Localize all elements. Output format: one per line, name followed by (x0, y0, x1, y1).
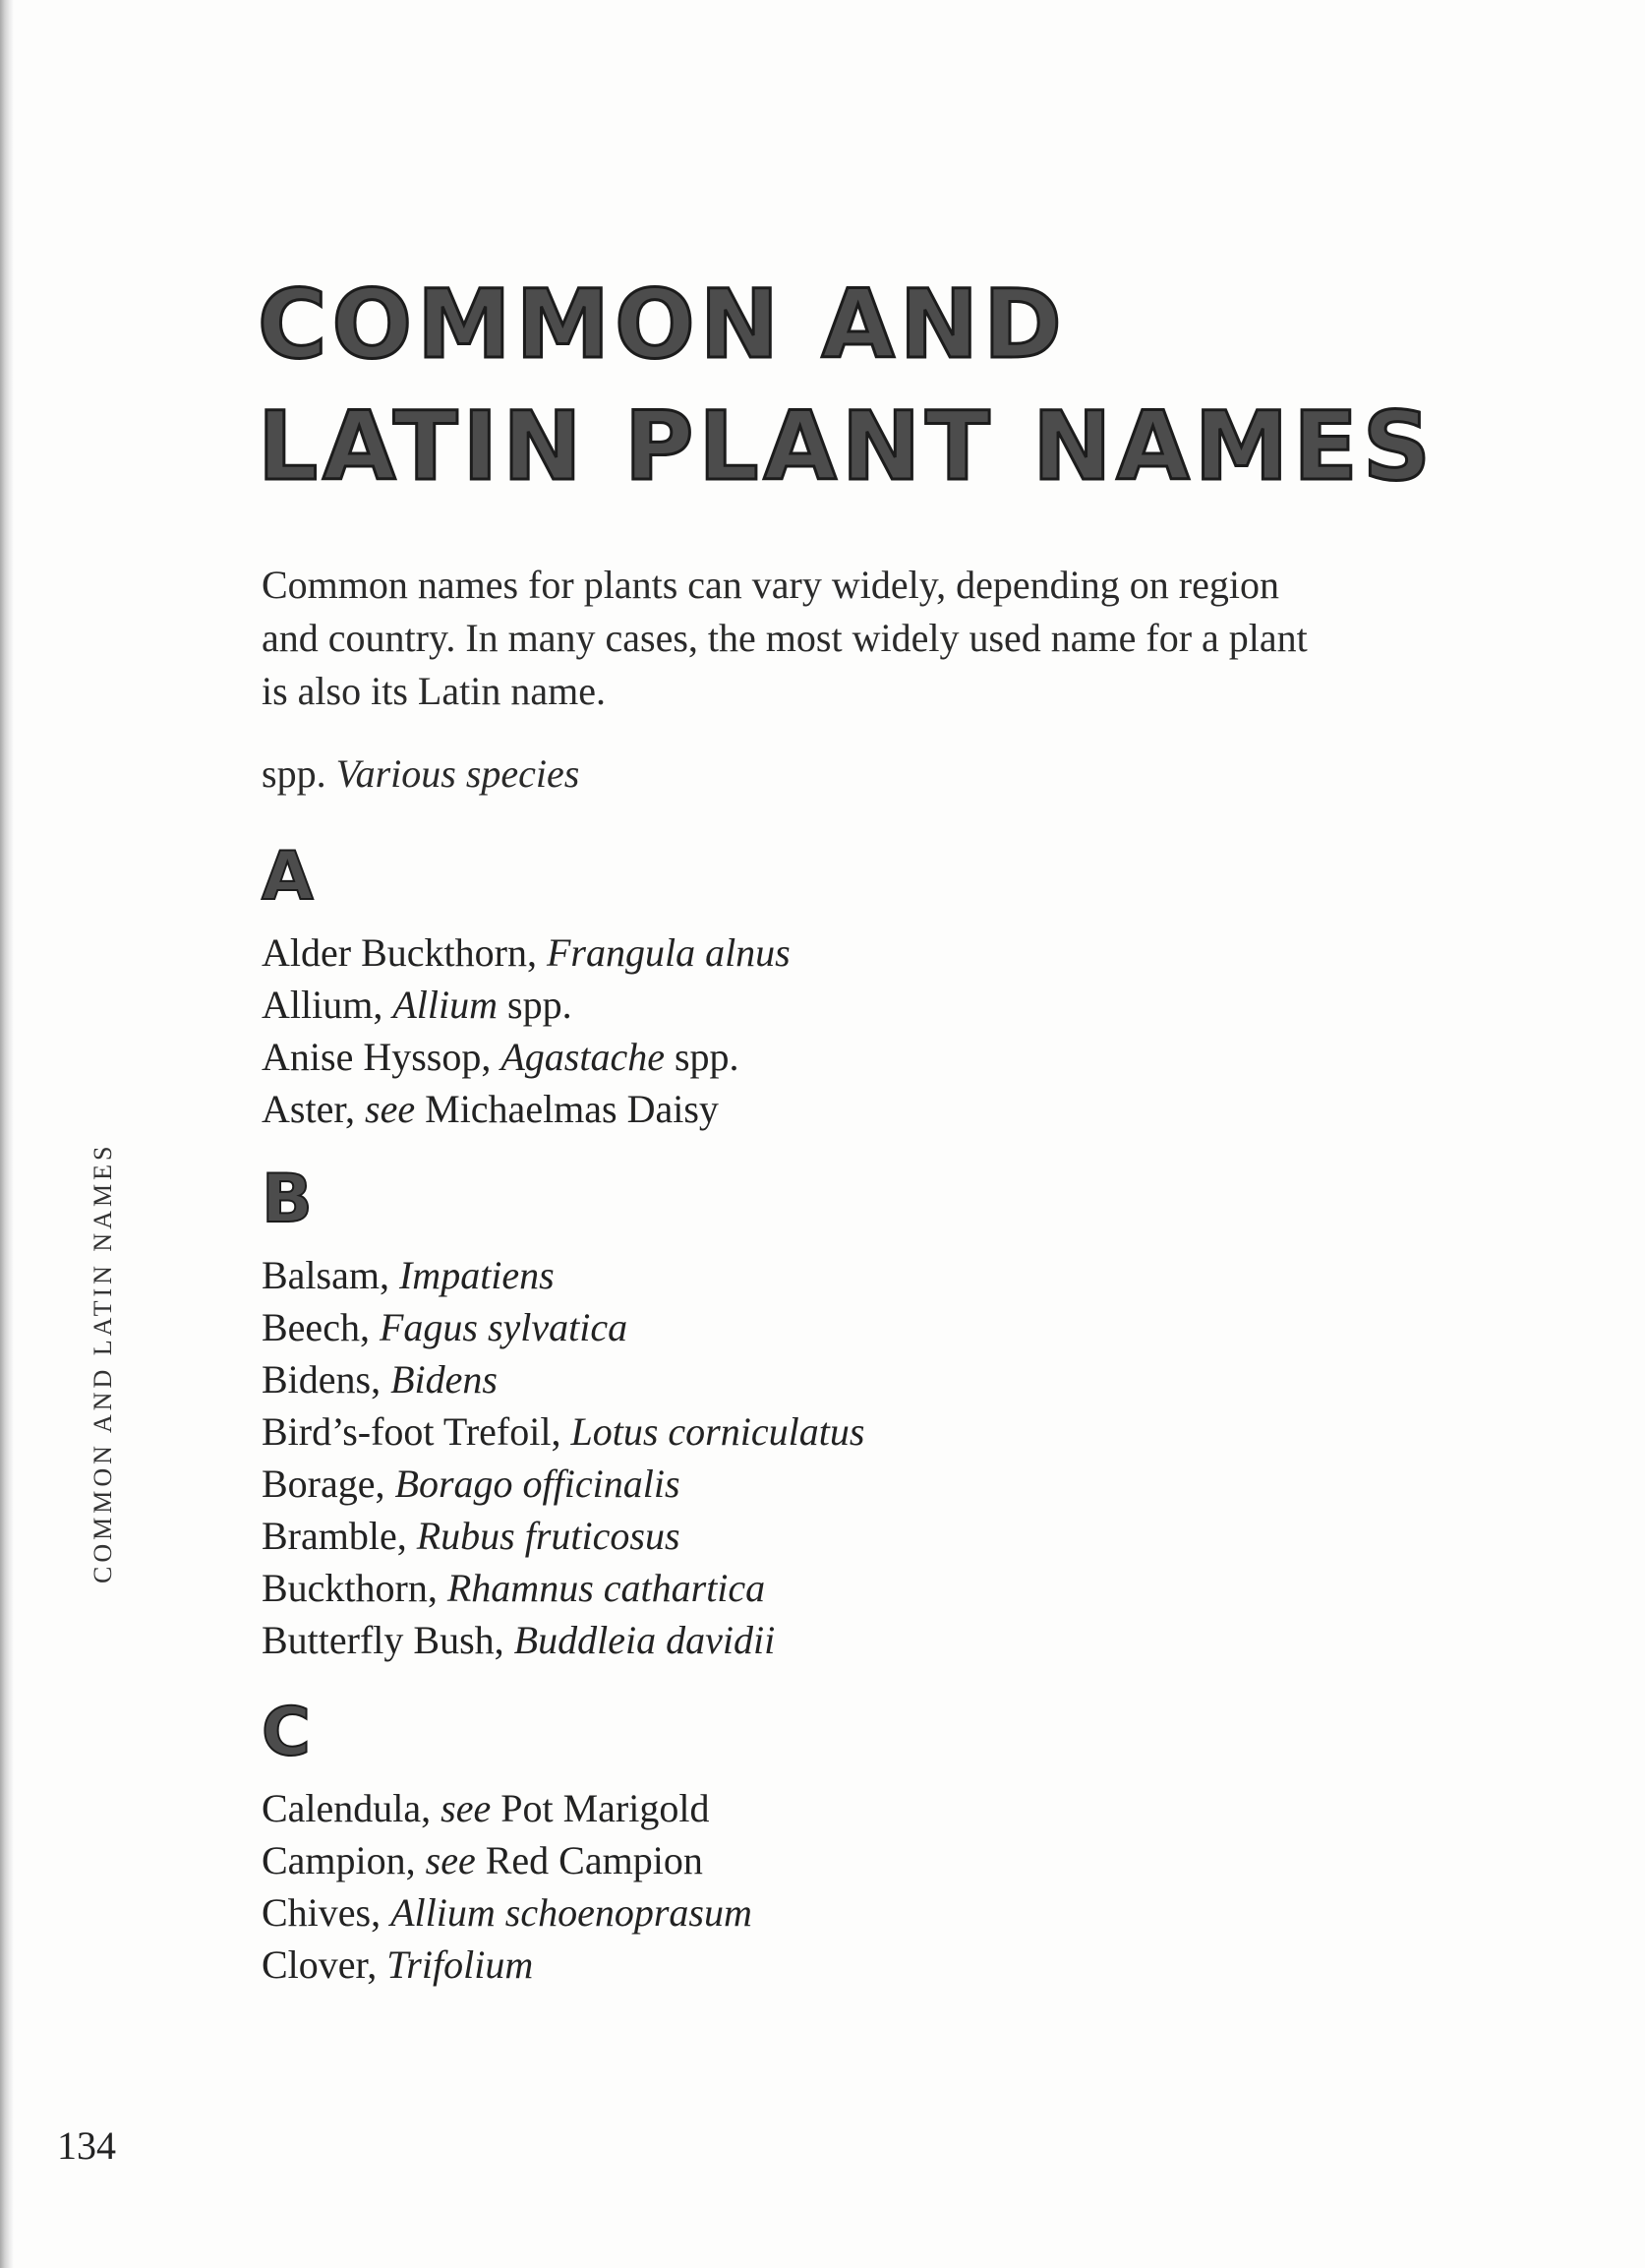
entry-separator: , (375, 1462, 395, 1506)
entry-list (262, 1249, 864, 1666)
entry-separator: , (551, 1409, 571, 1454)
section-letter: A (262, 838, 314, 916)
list-item (262, 1614, 864, 1666)
common-name: Clover (262, 1942, 368, 1987)
latin-name: Lotus corniculatus (570, 1409, 865, 1454)
common-name: Bidens (262, 1357, 372, 1402)
common-name: Aster (262, 1087, 346, 1131)
list-item (262, 1458, 864, 1510)
entry-separator: , (373, 983, 393, 1027)
page-title-line-2: LATIN PLANT NAMES (258, 391, 1436, 502)
common-name: Calendula (262, 1786, 422, 1830)
cross-reference: Pot Marigold (500, 1786, 710, 1830)
section-letter: B (262, 1161, 313, 1238)
species-suffix: spp. (664, 1035, 739, 1079)
intro-paragraph: Common names for plants can vary widely, depending on region and country. In many cases, the most widely used name for a plant is also its Latin name. (262, 563, 1308, 713)
list-item (262, 926, 791, 979)
section-a (262, 838, 791, 1135)
page-number: 134 (57, 2123, 116, 2168)
list-item (262, 1301, 864, 1353)
list-item (262, 1249, 864, 1301)
page-title (258, 264, 1436, 507)
entry-separator: , (371, 1890, 391, 1935)
entry-separator: , (421, 1786, 441, 1830)
common-name: Bird’s-foot Trefoil (262, 1409, 552, 1454)
latin-name: Bidens (390, 1357, 498, 1402)
cross-reference: Red Campion (485, 1838, 703, 1882)
list-item (262, 1353, 864, 1405)
latin-name: Buddleia davidii (513, 1618, 776, 1662)
entry-separator: , (526, 930, 547, 975)
latin-name: Allium schoenoprasum (390, 1890, 752, 1935)
section-c (262, 1694, 752, 1991)
entry-separator: , (379, 1253, 399, 1297)
list-item (262, 1886, 752, 1939)
see-reference-word: see (441, 1786, 492, 1830)
common-name: Balsam (262, 1253, 380, 1297)
common-name: Butterfly Bush (262, 1618, 495, 1662)
running-head-text: COMMON AND LATIN NAMES (88, 1142, 117, 1583)
latin-name: Rhamnus cathartica (446, 1566, 766, 1610)
page-spine-edge (0, 0, 14, 2268)
entry-separator: , (427, 1566, 447, 1610)
entry-separator: , (371, 1357, 391, 1402)
common-name: Borage (262, 1462, 376, 1506)
latin-name: Rubus fruticosus (416, 1514, 680, 1558)
list-item (262, 1510, 864, 1562)
see-reference-word: see (425, 1838, 476, 1882)
latin-name: Impatiens (398, 1253, 555, 1297)
list-item (262, 979, 791, 1031)
entry-separator: , (481, 1035, 501, 1079)
list-item (262, 1834, 752, 1886)
common-name: Buckthorn (262, 1566, 428, 1610)
latin-name: Frangula alnus (546, 930, 791, 975)
section-letter: C (262, 1694, 311, 1771)
common-name: Allium (262, 983, 374, 1027)
abbreviation-term: spp. (262, 751, 326, 796)
entry-separator: , (405, 1838, 426, 1882)
species-suffix: spp. (498, 983, 572, 1027)
entry-separator: , (396, 1514, 417, 1558)
latin-name: Allium (392, 983, 499, 1027)
list-item (262, 1031, 791, 1083)
common-name: Anise Hyssop (262, 1035, 482, 1079)
list-item (262, 1405, 864, 1458)
list-item (262, 1782, 752, 1834)
latin-name: Fagus sylvatica (379, 1305, 628, 1349)
entry-separator: , (345, 1087, 366, 1131)
abbreviation-meaning: Various species (335, 751, 580, 796)
latin-name: Borago officinalis (394, 1462, 680, 1506)
abbreviation-note (262, 747, 579, 801)
common-name: Alder Buckthorn (262, 930, 527, 975)
common-name: Campion (262, 1838, 406, 1882)
list-item (262, 1562, 864, 1614)
common-name: Chives (262, 1890, 372, 1935)
page-title-line-1: COMMON AND (258, 269, 1067, 380)
cross-reference: Michaelmas Daisy (425, 1087, 719, 1131)
latin-name: Agastache (500, 1035, 665, 1079)
common-name: Beech (262, 1305, 360, 1349)
section-b (262, 1161, 864, 1666)
common-name: Bramble (262, 1514, 397, 1558)
entry-separator: , (359, 1305, 380, 1349)
latin-name: Trifolium (386, 1942, 534, 1987)
list-item (262, 1083, 791, 1135)
entry-list (262, 1782, 752, 1991)
entry-list (262, 926, 791, 1135)
list-item (262, 1939, 752, 1991)
see-reference-word: see (365, 1087, 416, 1131)
entry-separator: , (367, 1942, 387, 1987)
entry-separator: , (494, 1618, 514, 1662)
